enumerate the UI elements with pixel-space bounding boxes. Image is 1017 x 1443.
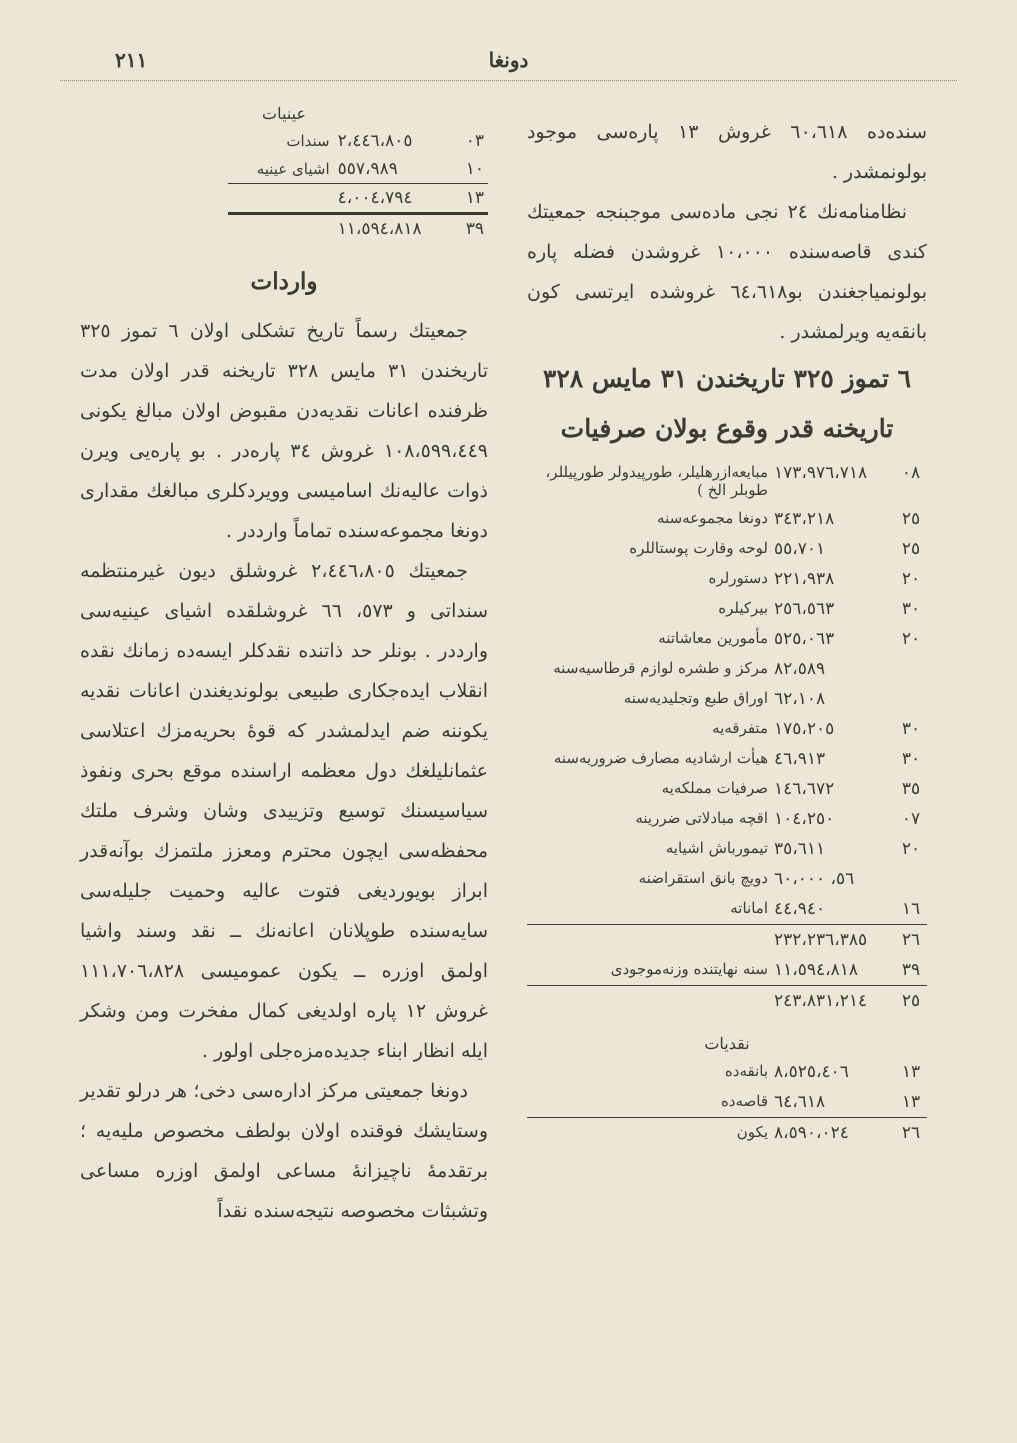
expense-row [527, 864, 927, 894]
expense-para [895, 654, 927, 684]
expense-para [895, 684, 927, 714]
header-rule [60, 80, 957, 81]
expense-amount: ١٠٤،٢٥٠ [774, 809, 835, 829]
expense-row [527, 714, 927, 744]
expense-amount: ٤٦،٩١٣ [774, 749, 826, 769]
aynat-heading: عینیات [262, 104, 306, 123]
expense-amount: ١٤٦،٦٧٢ [774, 779, 835, 799]
subtotal-row [527, 925, 927, 956]
cash-total-label: یکون [527, 1118, 771, 1149]
expense-amount: ١٧٣،٩٧٦،٧١٨ [774, 463, 868, 483]
expense-row [527, 894, 927, 925]
expense-row [527, 804, 927, 834]
aynat-total-para: ١٣ [465, 188, 484, 208]
expense-para: ١٦ [901, 899, 921, 919]
aynat-amount: ٥٥٧،٩٨٩ [337, 159, 398, 179]
aynat-para: ١٠ [465, 159, 484, 179]
aynat-label: سندات [286, 132, 330, 150]
expense-amount: ٢٥٦،٥٦٣ [774, 599, 835, 619]
cash-row [527, 1057, 927, 1087]
expense-label: اماناته [730, 899, 768, 917]
subtotal-amount: ٢٣٢،٢٣٦،٣٨٥ [771, 925, 895, 956]
expense-label: دویچ بانق استقراضنه [638, 869, 768, 887]
expense-label: متفرقه‌یه [712, 719, 768, 737]
expense-label: دونغا مجموعه‌سنه [657, 509, 768, 527]
right-column [527, 112, 927, 1148]
expense-para: ٣٠ [901, 749, 921, 769]
intro-paragraph: سنده‌ده ٦٠،٦١٨ غروش ١٣ پاره‌سی موجود بولونمشدر . [527, 121, 927, 183]
aynat-grand-amount: ١١،٥٩٤،٨١٨ [337, 219, 422, 239]
expense-amount: ٦٢،١٠٨ [774, 689, 826, 709]
expenses-table [527, 458, 927, 1016]
aynat-grand-row [228, 214, 488, 244]
expense-para: ٢٥ [901, 539, 921, 559]
cash-para: ١٣ [901, 1062, 921, 1082]
revenue-paragraph: دونغا جمعیتی مرکز اداره‌سی دخی؛ هر درلو تقدیر وستایشك فوقنده اولان بولطف مخصوص ملیه‌یه ؛ برتقدمهٔ ناچیزانهٔ مساعی اولمق اوزره مساعی وتشبثات مخصوصه نتیجه‌سنده نقداً [80, 1080, 488, 1222]
cash-total-para: ٢٦ [895, 1118, 927, 1149]
expense-row [527, 654, 927, 684]
expense-label: اوراق طبع وتجلیدیه‌سنه [623, 689, 768, 707]
remaining-label: سنه نهایتنده وزنه‌موجودی [610, 960, 768, 978]
cash-label: قاصه‌ده [720, 1092, 768, 1110]
grand-total-row [527, 986, 927, 1017]
cash-amount: ٦٤،٦١٨ [774, 1092, 826, 1112]
aynat-amount: ٢،٤٤٦،٨٠٥ [337, 131, 413, 151]
revenue-heading: واردات [250, 268, 318, 295]
cash-label: بانقه‌ده [724, 1062, 768, 1080]
expense-para: ٣٠ [901, 719, 921, 739]
expense-amount: ٢٢١،٩٣٨ [774, 569, 835, 589]
cash-row [527, 1087, 927, 1118]
expense-label: مبایعه‌ازرهلیلر، طورپیدولر طورپیللر، طوبلر الخ ) [545, 463, 768, 499]
cash-para: ١٣ [901, 1092, 921, 1112]
expense-amount: ٣٥،٦١١ [774, 839, 826, 859]
remaining-amount: ١١،٥٩٤،٨١٨ [774, 960, 859, 980]
expense-label: تیمورباش اشیایه [665, 839, 768, 857]
expense-amount: ٥٢٥،٠٦٣ [774, 629, 835, 649]
expense-para: ٣٠ [901, 599, 921, 619]
page-number: ٢١١ [115, 48, 148, 72]
expense-label: بیرکیلره [718, 599, 768, 617]
aynat-grand-para: ٣٩ [465, 219, 484, 239]
cash-amount: ٨،٥٢٥،٤٠٦ [774, 1062, 849, 1082]
expense-row [527, 624, 927, 654]
expense-label: لوحه وقارت پوستاللره [629, 539, 768, 557]
expense-para [895, 864, 927, 894]
aynat-para: ٠٣ [465, 131, 484, 151]
cash-total-amount: ٨،٥٩٠،٠٢٤ [771, 1118, 895, 1149]
remaining-row [527, 955, 927, 986]
expense-label: هیأت ارشادیه مصارف ضروریه‌سنه [553, 749, 768, 767]
expense-para: ٢٥ [901, 509, 921, 529]
expense-label: مرکز و طشره لوازم قرطاسیه‌سنه [553, 659, 768, 677]
cash-heading: نقدیات [704, 1034, 750, 1053]
expenses-heading-line1: ٦ تموز ٣٢٥ تاریخندن ٣١ مایس ٣٢٨ [542, 364, 912, 393]
aynat-label: اشیای عینیه [256, 160, 330, 178]
expense-label: مأمورین معاشاتنه [658, 629, 768, 647]
expense-amount: ١٧٥،٢٠٥ [774, 719, 835, 739]
expense-row [527, 684, 927, 714]
expense-amount: ٣٤٣،٢١٨ [774, 509, 835, 529]
revenue-paragraph: جمعیتك ٢،٤٤٦،٨٠٥ غروشلق دیون غیرمنتظمه سنداتی و ٥٧٣، ٦٦ غروشلقده اشیای عینیه‌سی وارددر . بونلر حد ذاتنده نقدکلر ایسه‌ده زمانك نقده انقلاب ایده‌جکاری طبیعی بولوندیغندن اعانات نقدیه یکوننه ضم ایدلمشدر که قوهٔ بحریه‌مزك اعتلاسی عثمانلیلغك دول معظمه اراسنده موقع بحری ونفوذ سیاسیسنك توسیع وتزییدی وشان وشرف ملتك محفظه‌سی ایچون محترم ومعزز ملتمزك بوآنه‌قدر ابراز بویوردیغی فتوت عالیه وحمیت جلیله‌سی سایه‌سنده طوپلانان اعانه‌نك ــ نقد وسند واشیا اولمق اوزره ــ یکون عمومیسی ١١١،٧٠٦،٨٢٨ غروش ١٢ پاره اولدیغی کمال مفخرت ومن وشکر ایله انظار ابناء جدیده‌مزه‌جلی اولور . [80, 560, 488, 1062]
expense-amount: ٥٦، ٦٠،٠٠٠ [774, 869, 855, 889]
expense-label: اقچه مبادلاتی ضررینه [635, 809, 768, 827]
cash-total-row [527, 1118, 927, 1149]
expense-para: ٠٨ [901, 463, 921, 483]
expense-para: ٠٧ [901, 809, 921, 829]
intro-paragraph: نظامنامه‌نك ٢٤ نجی ماده‌سی موجبنجه جمعیتك کندی قاصه‌سنده ١٠،٠٠٠ غروشدن فضله پاره بولونمیاجغندن بو٦٤،٦١٨ غروشده ایرتسی کون بانقه‌یه ویرلمشدر . [527, 201, 928, 343]
expense-para: ٢٠ [901, 839, 921, 859]
expense-row [527, 458, 927, 504]
expense-label: صرفیات مملکه‌یه [661, 779, 768, 797]
expense-amount: ٨٢،٥٨٩ [774, 659, 826, 679]
expense-row [527, 744, 927, 774]
aynat-row [228, 127, 488, 155]
expense-row [527, 504, 927, 534]
aynat-table [228, 127, 488, 243]
page-header [60, 48, 957, 88]
left-column [80, 104, 488, 1231]
expense-para: ٣٥ [901, 779, 921, 799]
grand-total-amount: ٢٤٣،٨٣١،٢١٤ [771, 986, 895, 1017]
expense-row [527, 834, 927, 864]
expense-row [527, 774, 927, 804]
subtotal-para: ٢٦ [895, 925, 927, 956]
expense-amount: ٥٥،٧٠١ [774, 539, 826, 559]
running-title: دونغا [488, 48, 529, 72]
expense-row [527, 564, 927, 594]
expense-row [527, 594, 927, 624]
expense-amount: ٤٤،٩٤٠ [774, 899, 826, 919]
expenses-heading-line2: تاریخنه قدر وقوع بولان صرفیات [560, 414, 894, 443]
aynat-total-row [228, 184, 488, 214]
aynat-total-amount: ٤،٠٠٤،٧٩٤ [337, 188, 413, 208]
aynat-row [228, 155, 488, 184]
grand-total-para: ٢٥ [895, 986, 927, 1017]
remaining-para: ٣٩ [901, 960, 921, 980]
expense-para: ٢٠ [901, 629, 921, 649]
expense-label: دستورلره [708, 569, 768, 587]
cash-table [527, 1057, 927, 1148]
expense-row [527, 534, 927, 564]
revenue-paragraph: جمعیتك رسماً تاریخ تشکلی اولان ٦ تموز ٣٢٥ تاریخندن ٣١ مایس ٣٢٨ تاریخنه قدر اولان مدت ظرفنده اعانات نقدیه‌دن مقبوض اولان مبالغ یکونی ١٠٨،٥٩٩،٤٤٩ غروش ٣٤ پاره‌در . بو پاره‌یی ویرن ذوات عالیه‌نك اسامیسی وویردکلری مبالغك مقداری دونغا مجموعه‌سنده تماماً وارددر . [80, 320, 488, 542]
expense-para: ٢٠ [901, 569, 921, 589]
